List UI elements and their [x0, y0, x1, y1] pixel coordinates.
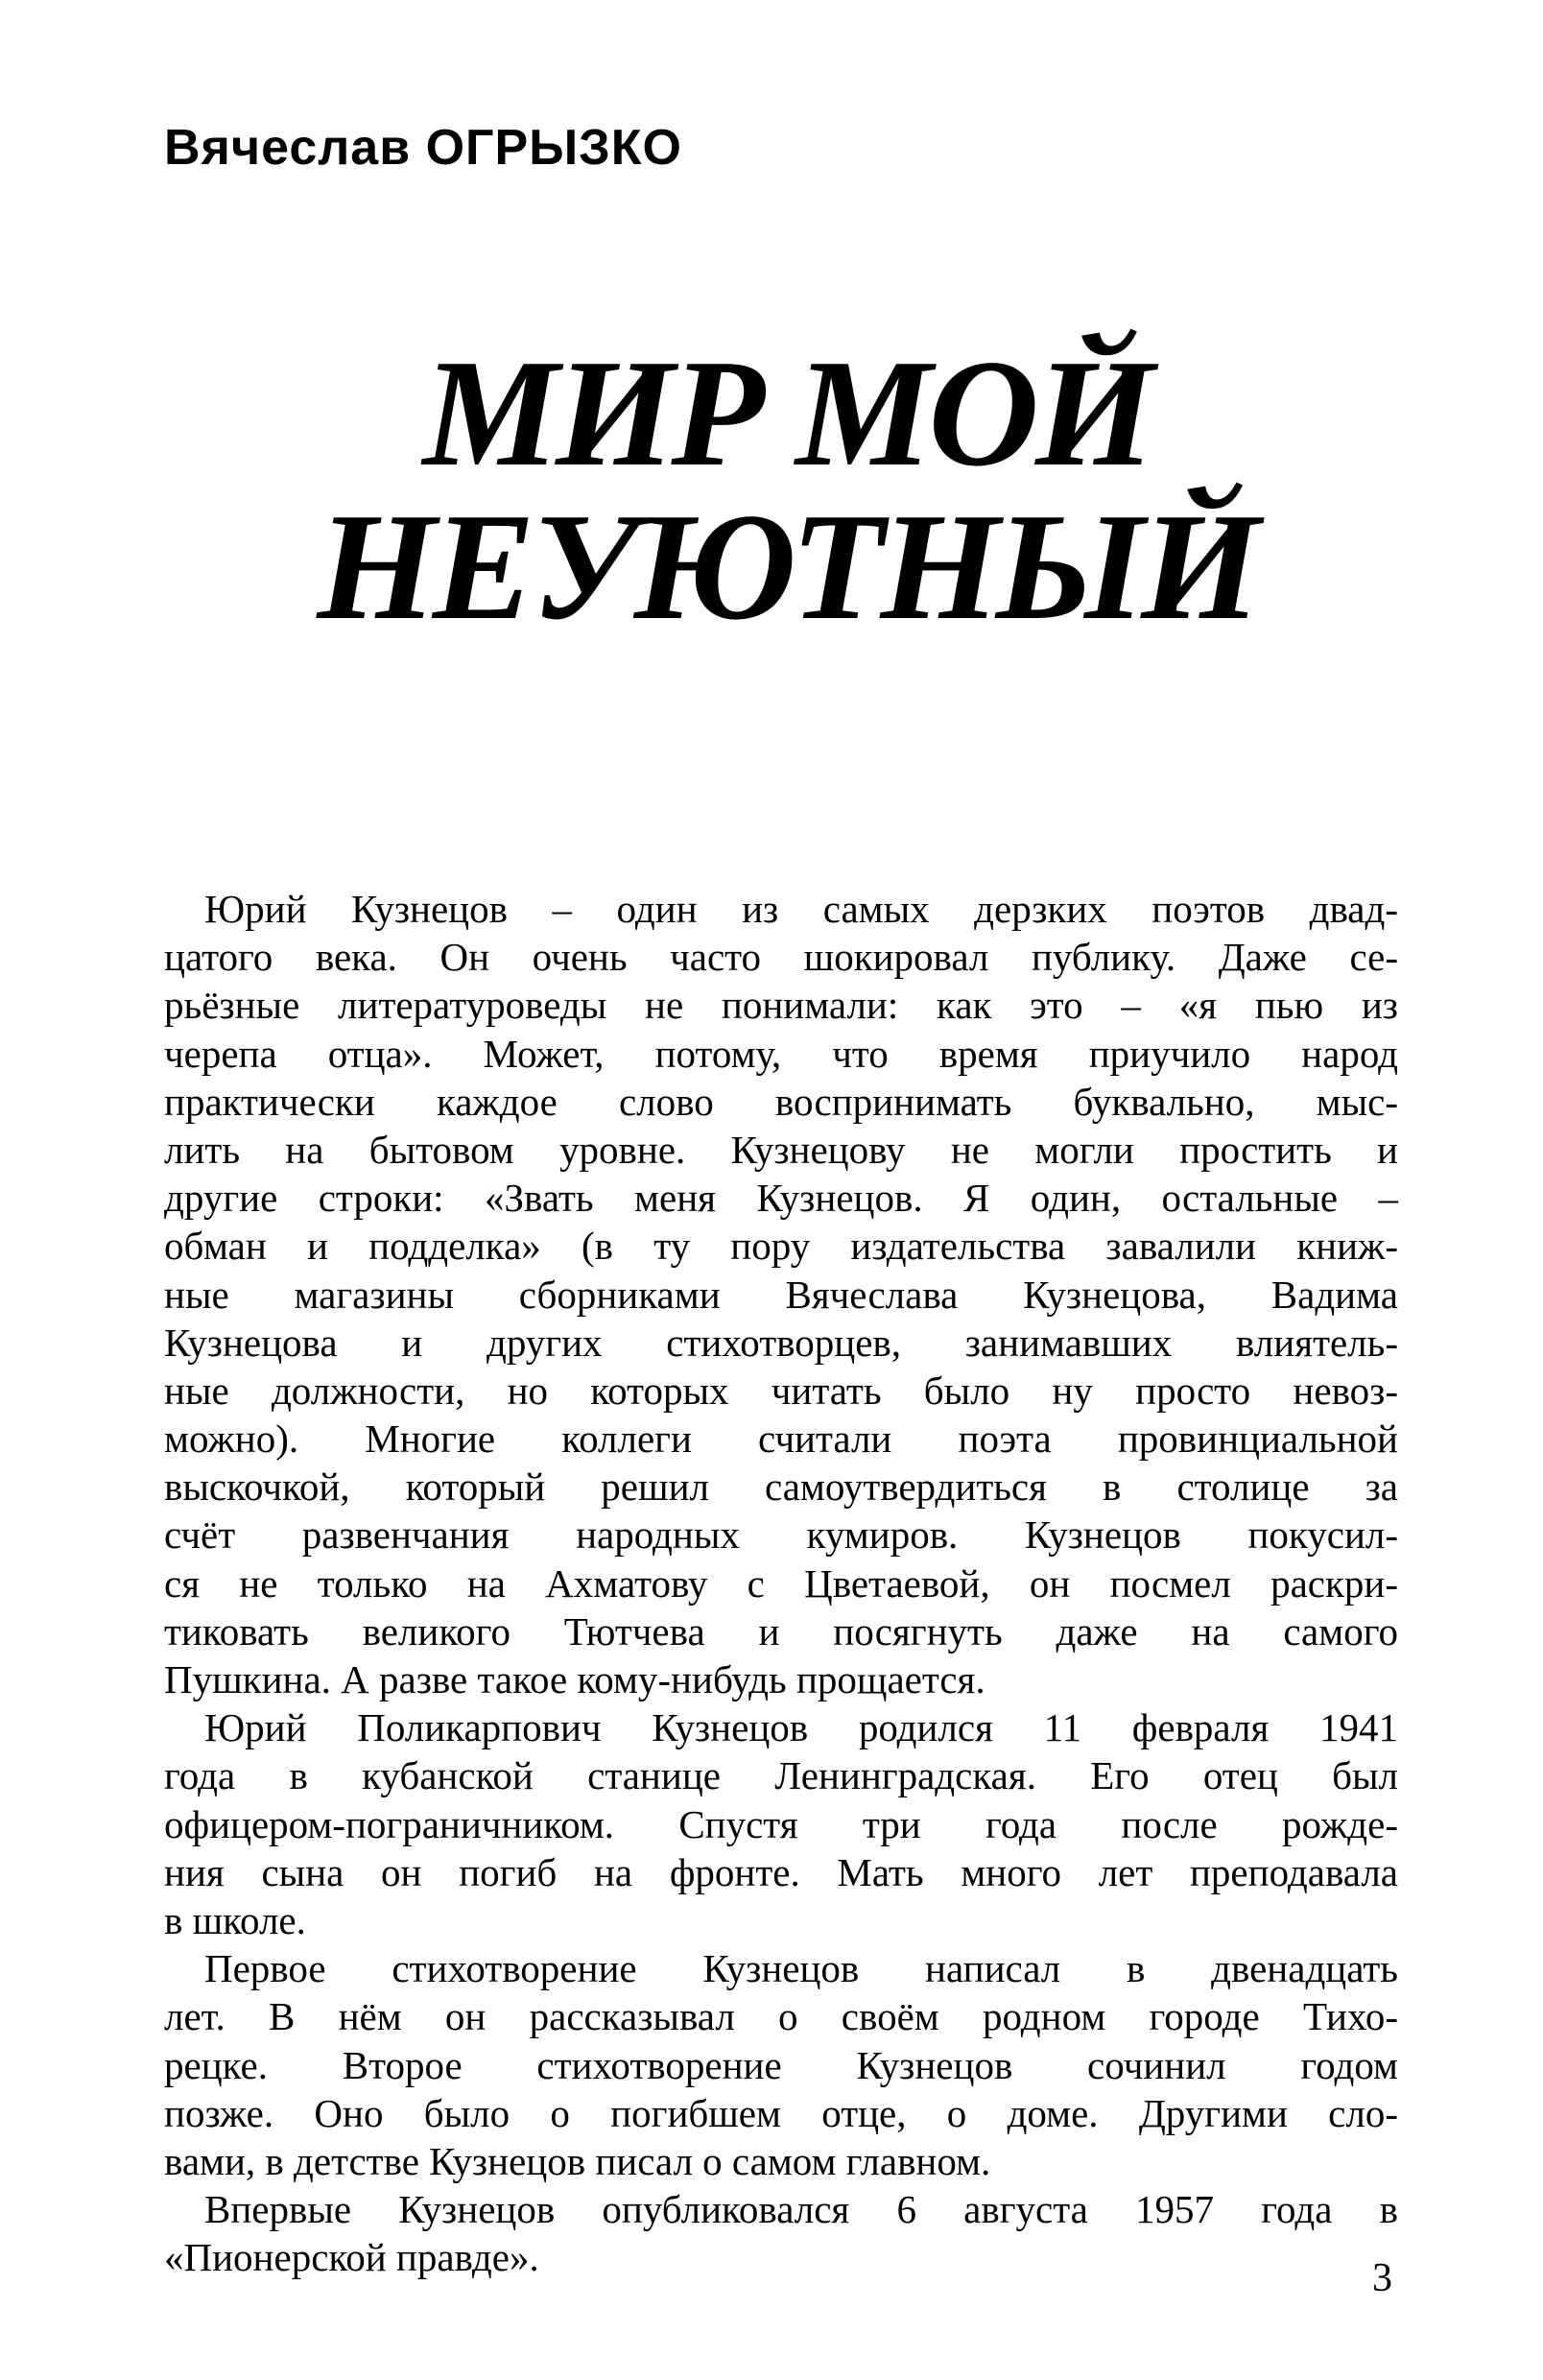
text-line: Впервые Кузнецов опубликовался 6 августа 1957 года в	[204, 2187, 1398, 2232]
text-line: Пушкина. А разве такое кому-нибудь прощается.	[164, 1657, 985, 1702]
text-line: офицером-пограничником. Спустя три года после рожде-	[164, 1801, 1398, 1846]
text-line: обман и подделка» (в ту пору издательства завалили книж-	[164, 1224, 1398, 1269]
text-line: можно). Многие коллеги считали поэта провинциальной	[164, 1416, 1398, 1462]
paragraph	[164, 885, 1398, 1703]
paragraph	[164, 1703, 1398, 1944]
text-line: ные должности, но которых читать было ну просто невоз-	[164, 1368, 1398, 1413]
text-line: «Пионерской правде».	[164, 2235, 539, 2280]
text-line: рецке. Второе стихотворение Кузнецов сочинил годом	[164, 2042, 1398, 2087]
text-line: выскочкой, который решил самоутвердиться в столице за	[164, 1464, 1398, 1510]
chapter-title-line-1: МИР МОЙ	[422, 327, 1151, 498]
text-line: Кузнецова и других стихотворцев, занимавших влиятель-	[164, 1320, 1398, 1365]
text-line: в школе.	[164, 1897, 306, 1942]
text-line: Юрий Кузнецов – один из самых дерзких поэтов двад-	[204, 887, 1398, 931]
text-line: черепа отца». Может, потому, что время приучило народ	[164, 1031, 1398, 1076]
text-line: позже. Оно было о погибшем отце, о доме. Другими сло-	[164, 2090, 1398, 2135]
chapter-title-line-2: НЕУЮТНЫЙ	[317, 481, 1257, 652]
text-line: лить на бытовом уровне. Кузнецову не могли простить и	[164, 1127, 1398, 1172]
text-line: счёт развенчания народных кумиров. Кузнецов покусил-	[164, 1512, 1398, 1558]
text-line: практически каждое слово воспринимать буквально, мыс-	[164, 1079, 1398, 1124]
text-line: вами, в детстве Кузнецов писал о самом главном.	[164, 2138, 991, 2183]
body-text	[164, 885, 1398, 2281]
text-line: ные магазины сборниками Вячеслава Кузнецова, Вадима	[164, 1272, 1398, 1317]
text-line: Юрий Поликарпович Кузнецов родился 11 февраля 1941	[204, 1705, 1398, 1750]
text-line: другие строки: «Звать меня Кузнецов. Я один, остальные –	[164, 1176, 1398, 1221]
text-line: года в кубанской станице Ленинградская. Его отец был	[164, 1753, 1398, 1798]
text-line: цатого века. Он очень часто шокировал публику. Даже се-	[164, 935, 1398, 980]
text-line: ся не только на Ахматову с Цветаевой, он посмел раскри-	[164, 1560, 1398, 1606]
text-line: тиковать великого Тютчева и посягнуть даже на самого	[164, 1608, 1398, 1654]
paragraph	[164, 2185, 1398, 2281]
paragraph	[164, 1944, 1398, 2185]
text-line: лет. В нём он рассказывал о своём родном городе Тихо-	[164, 1994, 1398, 2039]
author-name: Вячеслав ОГРЫЗКО	[164, 120, 682, 176]
page-number: 3	[1372, 2256, 1392, 2300]
text-line: ния сына он погиб на фронте. Мать много лет преподавала	[164, 1849, 1398, 1894]
text-line: рьёзные литературоведы не понимали: как это – «я пью из	[164, 983, 1398, 1028]
text-line: Первое стихотворение Кузнецов написал в двенадцать	[204, 1946, 1398, 1991]
